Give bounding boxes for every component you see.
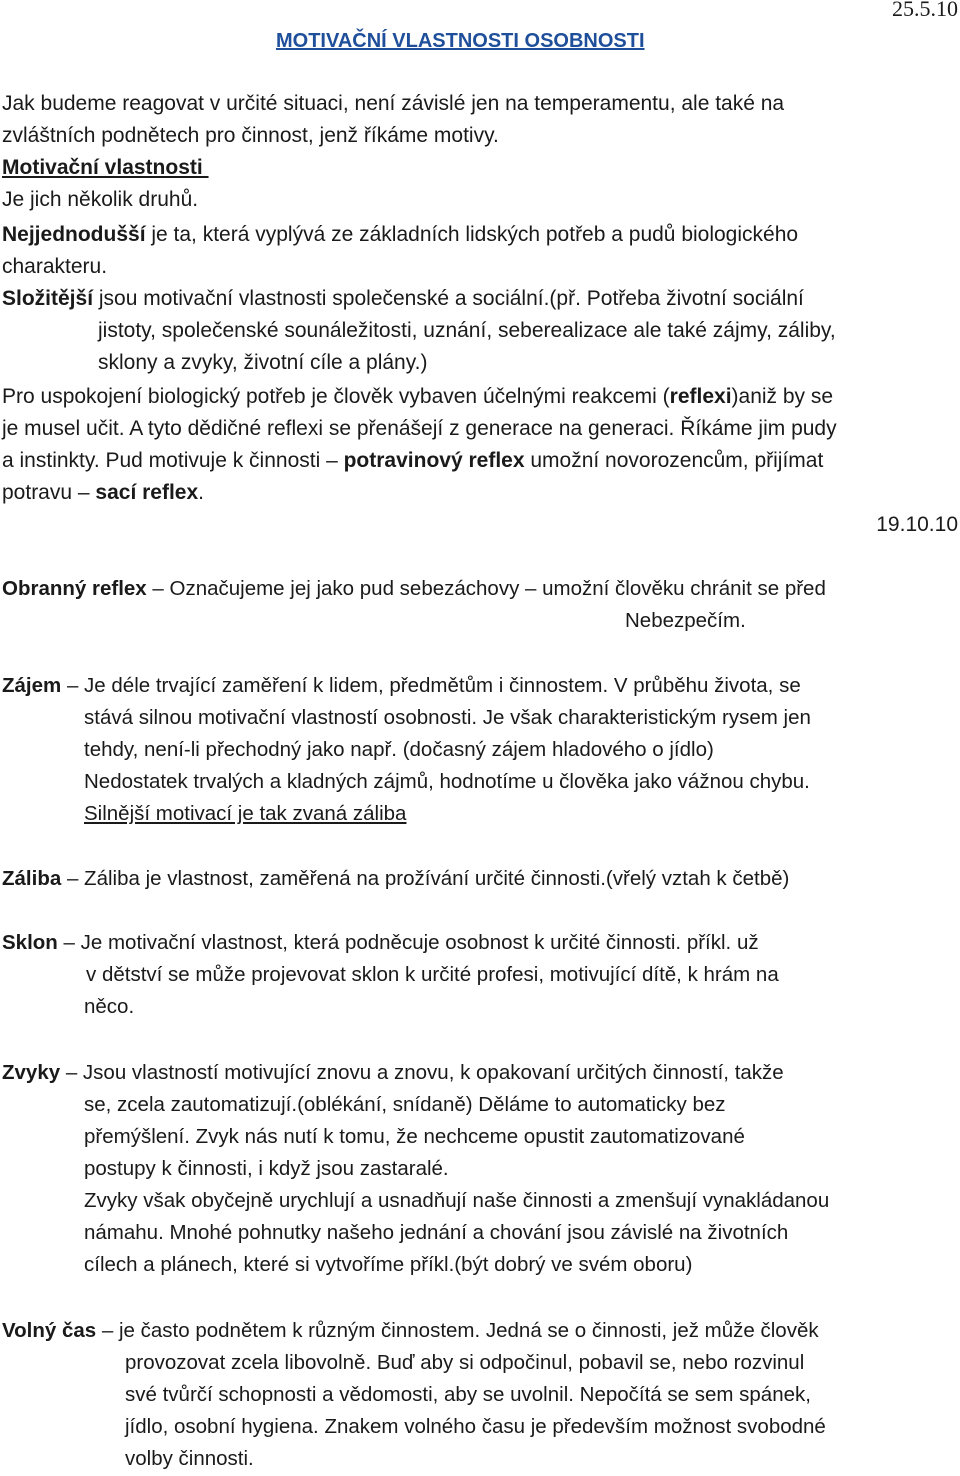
intro-line: Je jich několik druhů.: [2, 188, 199, 211]
reflex-line: [2, 446, 823, 476]
term: Složitější: [2, 287, 94, 310]
term: reflexi: [669, 385, 732, 408]
volny-cas-line: volby činnosti.: [125, 1447, 254, 1470]
zajem-line: stává silnou motivační vlastností osobnosti. Je však charakteristickým rysem jen: [84, 706, 811, 729]
volny-cas-line: jídlo, osobní hygiena. Znakem volného času je především možnost svobodné: [125, 1415, 826, 1438]
term: Záliba: [2, 867, 62, 890]
text: potravu –: [2, 481, 96, 504]
intro-line: charakteru.: [2, 255, 108, 278]
zvyky-line: se, zcela zautomatizují.(oblékání, snídaně) Děláme to automaticky bez: [84, 1093, 726, 1116]
text: )aniž by se: [731, 385, 834, 408]
intro-line: zvláštních podnětech pro činnost, jenž říkáme motivy.: [2, 124, 499, 147]
text: – Označujeme jej jako pud sebezáchovy – umožní člověku chránit se před: [146, 577, 826, 600]
term: sací reflex: [95, 481, 199, 504]
zaliba-line: [2, 864, 789, 894]
intro-line: [2, 220, 798, 250]
text: je ta, která vyplývá ze základních lidských potřeb a pudů biologického: [145, 223, 799, 246]
volny-cas-line: [2, 1316, 819, 1346]
obranny-line: [2, 574, 826, 604]
zajem-line: tehdy, není-li přechodný jako např. (dočasný zájem hladového o jídlo): [84, 738, 714, 761]
date-stamp: 19.10.10: [876, 513, 958, 536]
text: – Jsou vlastností motivující znovu a znovu, k opakovaní určitých činností, takže: [60, 1061, 784, 1084]
intro-line: Jak budeme reagovat v určité situaci, není závislé jen na temperamentu, ale také na: [2, 92, 785, 115]
zajem-line: [2, 671, 801, 701]
text: a instinkty. Pud motivuje k činnosti –: [2, 449, 344, 472]
reflex-line: je musel učit. A tyto dědičné reflexi se přenášejí z generace na generaci. Říkáme jim pudy: [2, 417, 837, 440]
text: umožní novorozencům, přijímat: [524, 449, 824, 472]
text: – Záliba je vlastnost, zaměřená na prožívání určité činnosti.(vřelý vztah k četbě): [61, 867, 790, 890]
text: – Je déle trvající zaměření k lidem, předmětům i činnostem. V průběhu života, se: [61, 674, 801, 697]
text: Pro uspokojení biologický potřeb je člověk vybaven účelnými reakcemi (: [2, 385, 670, 408]
document-title: MOTIVAČNÍ VLASTNOSTI OSOBNOSTI: [276, 30, 645, 52]
term: Volný čas: [2, 1319, 97, 1342]
intro-line: [2, 284, 804, 314]
intro-line: jistoty, společenské sounáležitosti, uznání, seberealizace ale také zájmy, záliby,: [98, 319, 836, 342]
sklon-line: [2, 928, 759, 958]
text: – Je motivační vlastnost, která podněcuje osobnost k určité činnosti. příkl. už: [57, 931, 759, 954]
text: – je často podnětem k různým činnostem. Jedná se o činnosti, jež může člověk: [96, 1319, 819, 1342]
term: potravinový reflex: [343, 449, 525, 472]
term: Obranný reflex: [2, 577, 147, 600]
section-heading: Motivační vlastnosti: [2, 156, 209, 179]
volny-cas-line: provozovat zcela libovolně. Buď aby si odpočinul, pobavil se, nebo rozvinul: [125, 1351, 805, 1374]
sklon-line: něco.: [84, 995, 135, 1018]
text: jsou motivační vlastnosti společenské a sociální.(př. Potřeba životní sociální: [93, 287, 804, 310]
volny-cas-line: své tvůrčí schopnosti a vědomosti, aby se uvolnil. Nepočítá se sem spánek,: [125, 1383, 811, 1406]
zvyky-line: Zvyky však obyčejně urychlují a usnadňují naše činnosti a zmenšují vynakládanou: [84, 1189, 830, 1212]
zvyky-line: [2, 1058, 784, 1088]
term: Sklon: [2, 931, 58, 954]
term: Nejjednodušší: [2, 223, 146, 246]
reflex-line: [2, 478, 204, 508]
reflex-line: [2, 382, 833, 412]
zvyky-line: přemýšlení. Zvyk nás nutí k tomu, že nechceme opustit zautomatizované: [84, 1125, 745, 1148]
term: Zájem: [2, 674, 62, 697]
text: .: [198, 481, 204, 504]
sklon-line: v dětství se může projevovat sklon k určité profesi, motivující dítě, k hrám na: [86, 963, 779, 986]
zajem-line: Nedostatek trvalých a kladných zájmů, hodnotíme u člověka jako vážnou chybu.: [84, 770, 810, 793]
term: Zvyky: [2, 1061, 61, 1084]
zvyky-line: postupy k činnosti, i když jsou zastaralé.: [84, 1157, 449, 1180]
zajem-line: Silnější motivací je tak zvaná záliba: [84, 802, 407, 825]
zvyky-line: cílech a plánech, které si vytvoříme příkl.(být dobrý ve svém oboru): [84, 1253, 693, 1276]
intro-line: sklony a zvyky, životní cíle a plány.): [98, 351, 428, 374]
zvyky-line: námahu. Mnohé pohnutky našeho jednání a chování jsou závislé na životních: [84, 1221, 789, 1244]
obranny-line: Nebezpečím.: [625, 609, 746, 632]
date-stamp: 25.5.10: [892, 0, 958, 21]
